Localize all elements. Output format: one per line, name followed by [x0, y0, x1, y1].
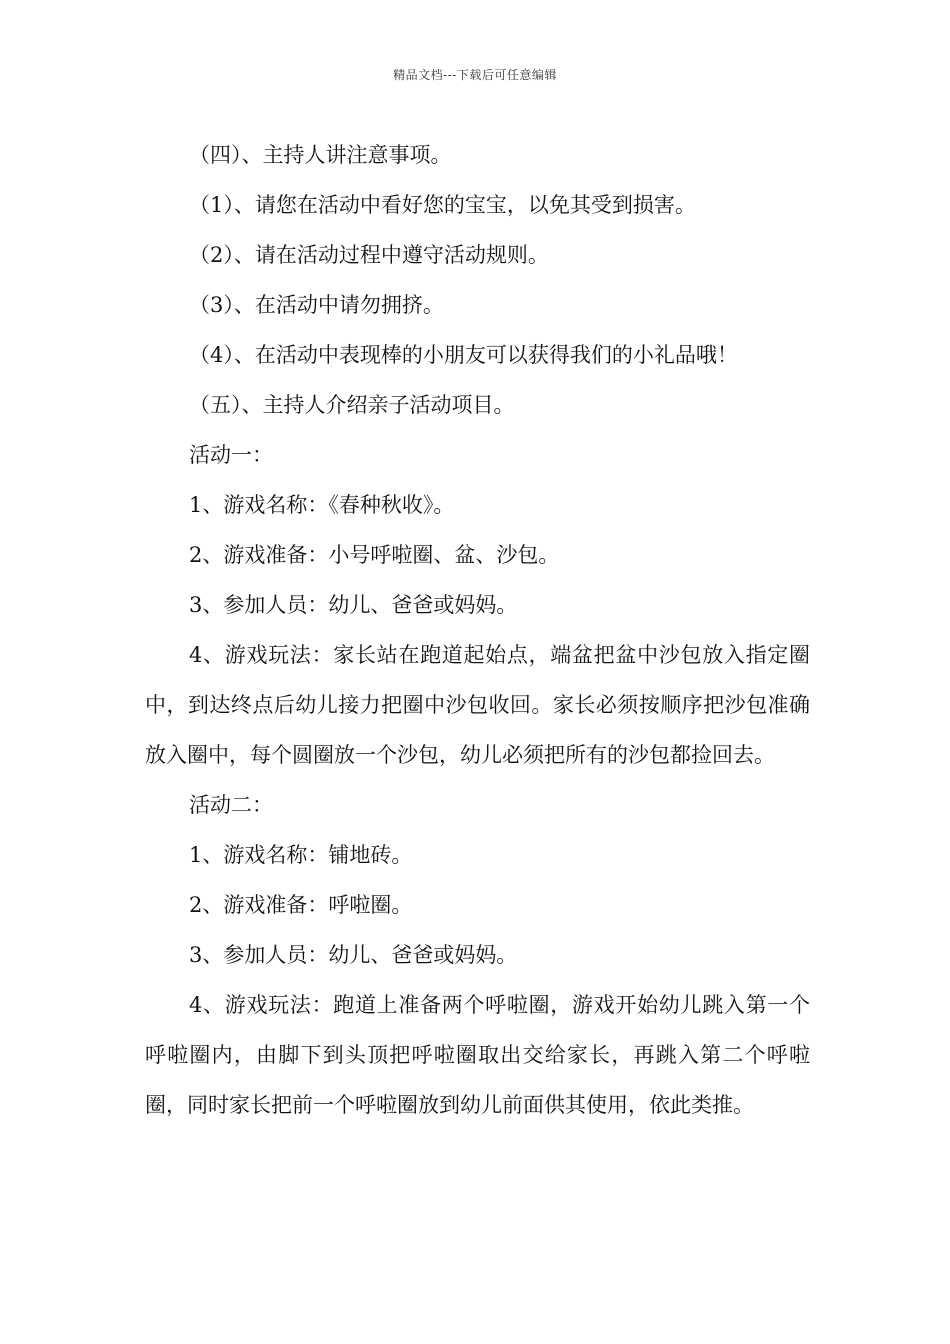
activity-one-rules: 4、游戏玩法：家长站在跑道起始点，端盆把盆中沙包放入指定圈中，到达终点后幼儿接力把圈中沙包收回。家长必须按顺序把沙包准确放入圈中，每个圆圈放一个沙包，幼儿必须把所有的沙包都捡回去。 — [145, 643, 810, 767]
activity-one-prep: 2、游戏准备：小号呼啦圈、盆、沙包。 — [189, 543, 560, 567]
page-header: 精品文档---下载后可任意编辑 — [393, 68, 557, 82]
paragraph-notice-2: （2）、请在活动过程中遵守活动规则。 — [189, 243, 549, 267]
activity-two-title: 活动二： — [189, 793, 273, 817]
paragraph-notice-3: （3）、在活动中请勿拥挤。 — [189, 293, 444, 317]
activity-two-name: 1、游戏名称：铺地砖。 — [189, 843, 413, 867]
paragraph-activities-heading: （五）、主持人介绍亲子活动项目。 — [189, 393, 515, 417]
activity-two-participants: 3、参加人员：幼儿、爸爸或妈妈。 — [189, 943, 518, 967]
paragraph-notice-4: （4）、在活动中表现棒的小朋友可以获得我们的小礼品哦！ — [189, 343, 738, 367]
activity-one-name: 1、游戏名称：《春种秋收》。 — [189, 493, 455, 517]
paragraph-notice-heading: （四）、主持人讲注意事项。 — [189, 143, 452, 167]
activity-one-title: 活动一： — [189, 443, 273, 467]
document-body — [145, 130, 810, 1130]
paragraph-notice-1: （1）、请您在活动中看好您的宝宝，以免其受到损害。 — [189, 193, 696, 217]
activity-two-rules: 4、游戏玩法：跑道上准备两个呼啦圈，游戏开始幼儿跳入第一个呼啦圈内，由脚下到头顶把呼啦圈取出交给家长，再跳入第二个呼啦圈，同时家长把前一个呼啦圈放到幼儿前面供其使用，依此类推。 — [145, 993, 810, 1117]
activity-two-prep: 2、游戏准备：呼啦圈。 — [189, 893, 413, 917]
activity-one-participants: 3、参加人员：幼儿、爸爸或妈妈。 — [189, 593, 518, 617]
